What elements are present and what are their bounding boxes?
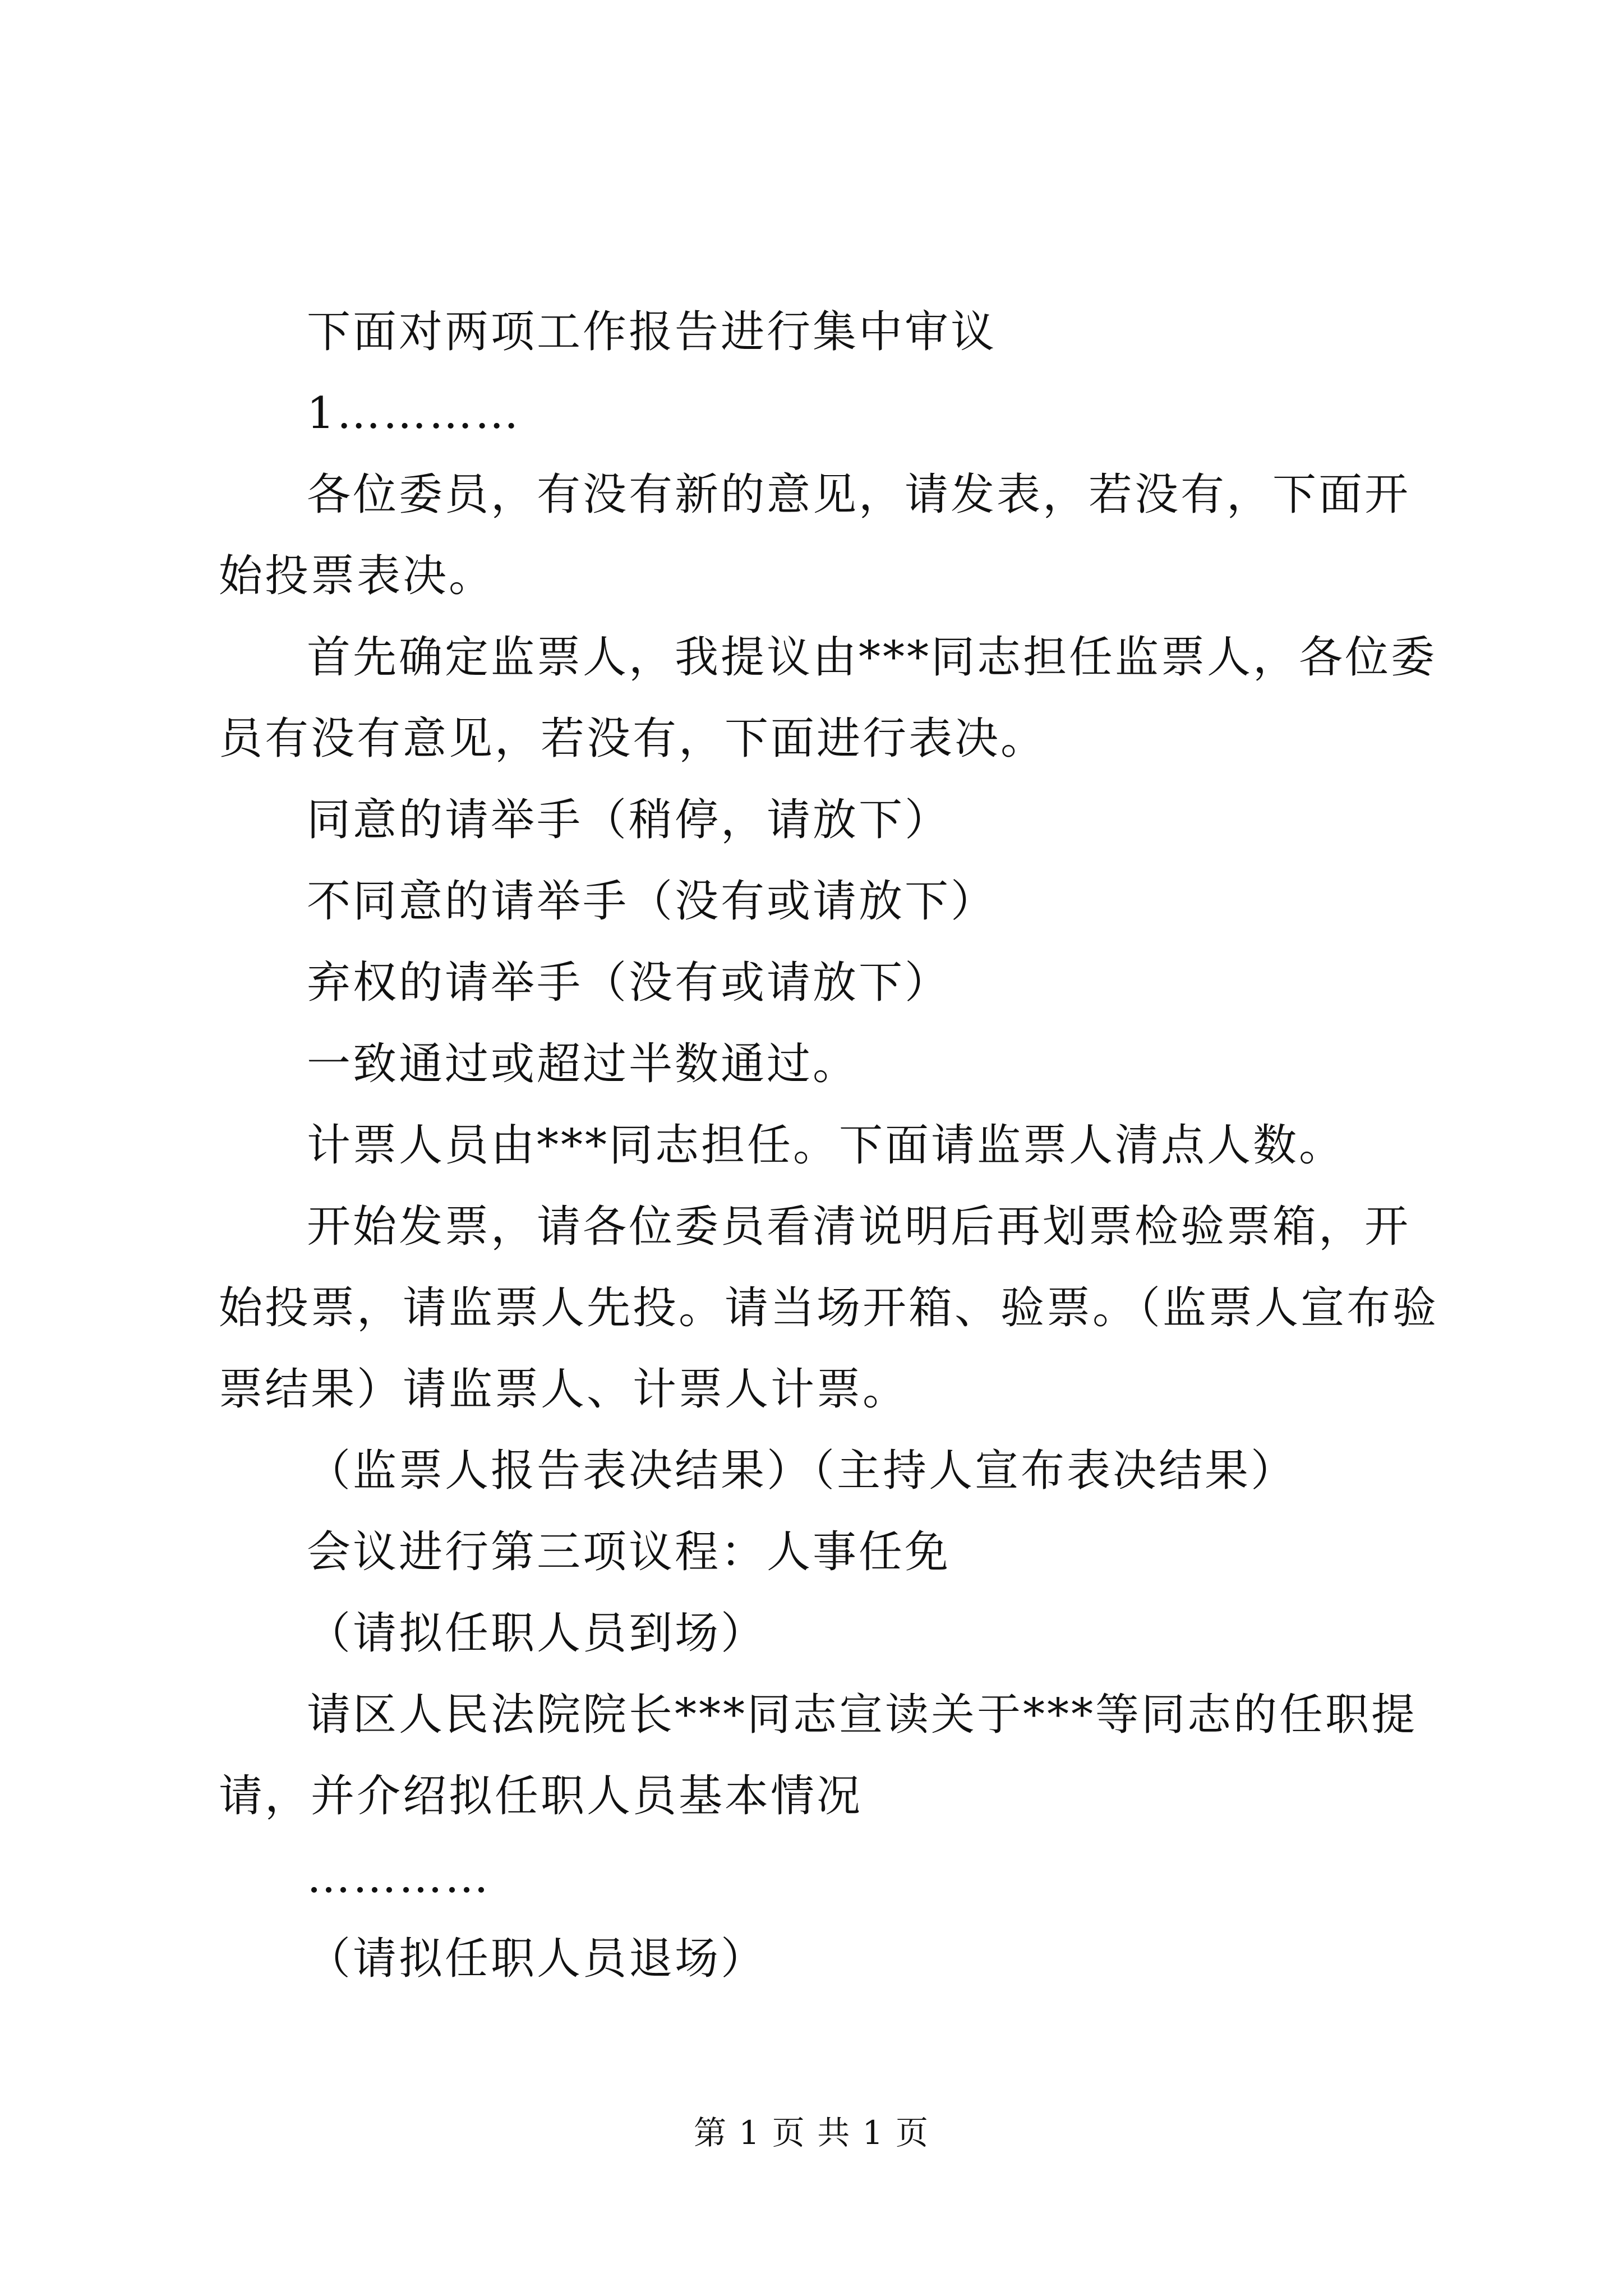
paragraph: 一致通过或超过半数通过。 — [307, 1039, 859, 1089]
paragraph: 会议进行第三项议程：人事任免 — [307, 1527, 951, 1577]
page-footer: 第 1 页 共 1 页 — [694, 2114, 929, 2152]
paragraph: （请拟任职人员退场） — [307, 1934, 767, 1984]
paragraph: 计票人员由***同志担任。下面请监票人清点人数。 — [307, 1120, 1345, 1171]
paragraph: 各位委员，有没有新的意见，请发表，若没有，下面开始投票表决。 — [219, 470, 1411, 601]
paragraph: 首先确定监票人，我提议由***同志担任监票人，各位委员有没有意见，若没有，下面进行表决。 — [219, 632, 1437, 764]
paragraph: （请拟任职人员到场） — [307, 1608, 767, 1659]
paragraph: （监票人报告表决结果）（主持人宣布表决结果） — [307, 1446, 1297, 1496]
paragraph: 请区人民法院院长***同志宣读关于***等同志的任职提请，并介绍拟任职人员基本情况 — [219, 1690, 1418, 1821]
paragraph: ………… — [307, 1852, 491, 1903]
paragraph: 开始发票，请各位委员看清说明后再划票检验票箱，开始投票，请监票人先投。请当场开箱、验票。（监票人宣布验票结果）请监票人、计票人计票。 — [219, 1202, 1439, 1415]
document-body — [219, 292, 1453, 2000]
paragraph: 1………… — [307, 388, 521, 439]
paragraph: 弃权的请举手（没有或请放下） — [307, 958, 951, 1008]
paragraph: 下面对两项工作报告进行集中审议 — [307, 307, 997, 357]
paragraph: 同意的请举手（稍停，请放下） — [307, 795, 951, 845]
paragraph: 不同意的请举手（没有或请放下） — [307, 876, 997, 927]
